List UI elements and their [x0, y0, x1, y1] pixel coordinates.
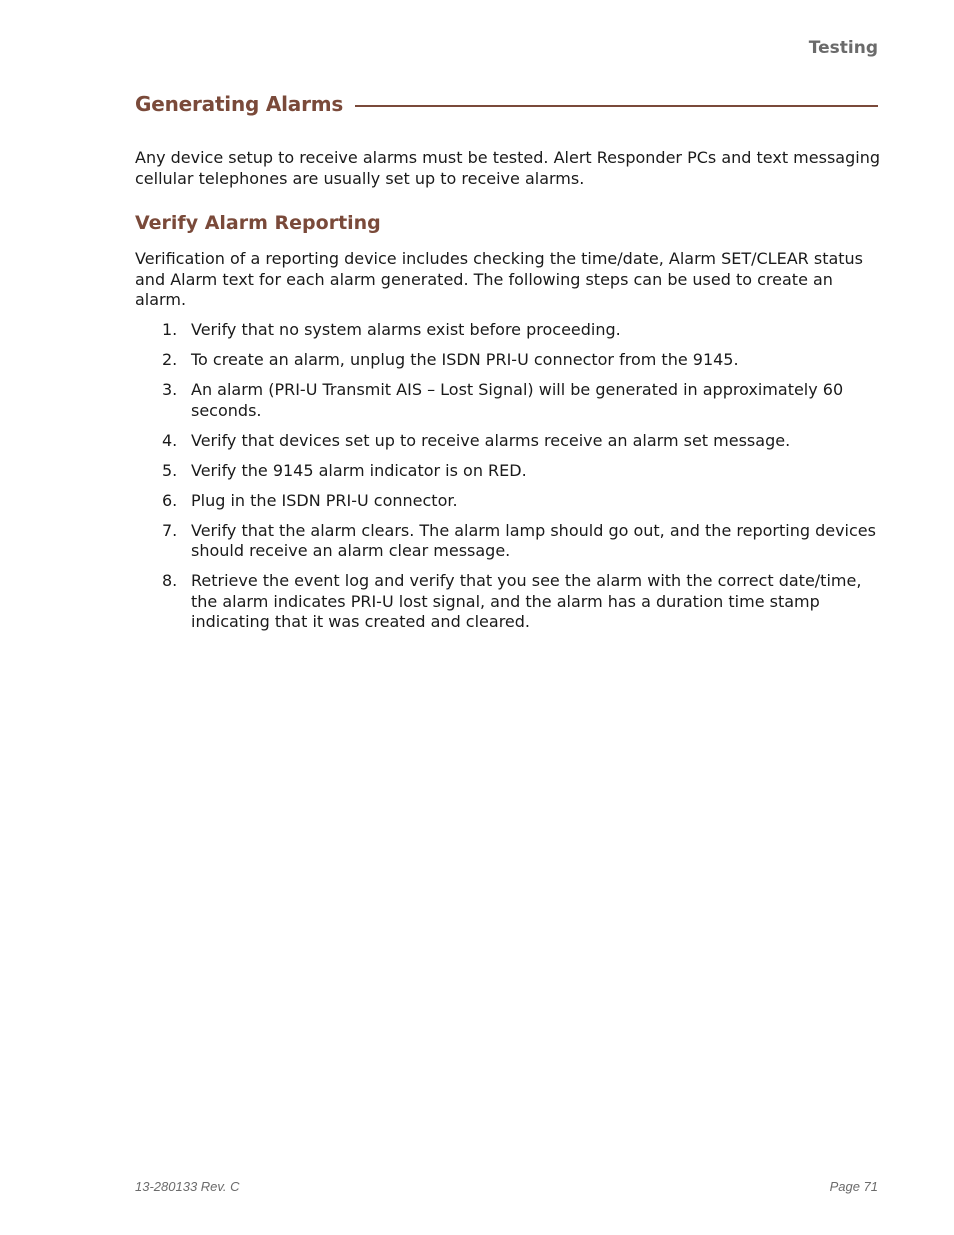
- list-item: [135, 461, 880, 482]
- section-heading: Generating Alarms: [135, 92, 344, 116]
- section-heading-row: [135, 92, 878, 116]
- step-text: Retrieve the event log and verify that you see the alarm with the correct date/time, the alarm indicates PRI-U lost signal, and the alarm has a duration time stamp indicating that it was created and cleared.: [191, 571, 862, 631]
- step-number: 7.: [162, 520, 178, 540]
- step-number: 6.: [162, 490, 178, 510]
- step-text: Plug in the ISDN PRI-U connector.: [191, 490, 458, 510]
- verification-paragraph: Verification of a reporting device includes checking the time/date, Alarm SET/CLEAR status and Alarm text for each alarm generated. The following steps can be used to create an alarm.: [135, 249, 864, 309]
- list-item: [135, 350, 880, 371]
- step-text: Verify the 9145 alarm indicator is on RED.: [191, 460, 527, 480]
- footer-doc-number: 13-280133 Rev. C: [135, 1179, 240, 1194]
- step-number: 3.: [162, 380, 178, 399]
- step-text: Verify that devices set up to receive alarms receive an alarm set message.: [191, 430, 791, 450]
- step-number: 8.: [162, 571, 178, 590]
- list-item: [135, 491, 880, 512]
- list-item: [135, 320, 880, 341]
- step-number: 1.: [162, 320, 178, 339]
- list-item: [135, 380, 880, 421]
- list-item: [135, 521, 880, 562]
- step-text: Verify that the alarm clears. The alarm lamp should go out, and the reporting devices should receive an alarm clear message.: [191, 520, 876, 560]
- step-text: An alarm (PRI-U Transmit AIS – Lost Signal) will be generated in approximately 60 seconds.: [191, 380, 844, 420]
- step-number: 4.: [162, 430, 178, 450]
- list-item: [135, 431, 880, 452]
- footer-page-number: Page 71: [829, 1179, 878, 1194]
- step-number: 5.: [162, 460, 178, 480]
- step-text: To create an alarm, unplug the ISDN PRI-U connector from the 9145.: [191, 350, 739, 369]
- list-item: [135, 571, 880, 633]
- step-text: Verify that no system alarms exist before proceeding.: [191, 320, 621, 339]
- intro-paragraph: Any device setup to receive alarms must be tested. Alert Responder PCs and text messaging cellular telephones are usually set up to receive alarms.: [135, 148, 880, 188]
- steps-list: [135, 320, 880, 642]
- heading-rule: [355, 105, 878, 107]
- step-number: 2.: [162, 350, 178, 369]
- subheading: Verify Alarm Reporting: [135, 212, 381, 234]
- running-header: Testing: [808, 38, 878, 58]
